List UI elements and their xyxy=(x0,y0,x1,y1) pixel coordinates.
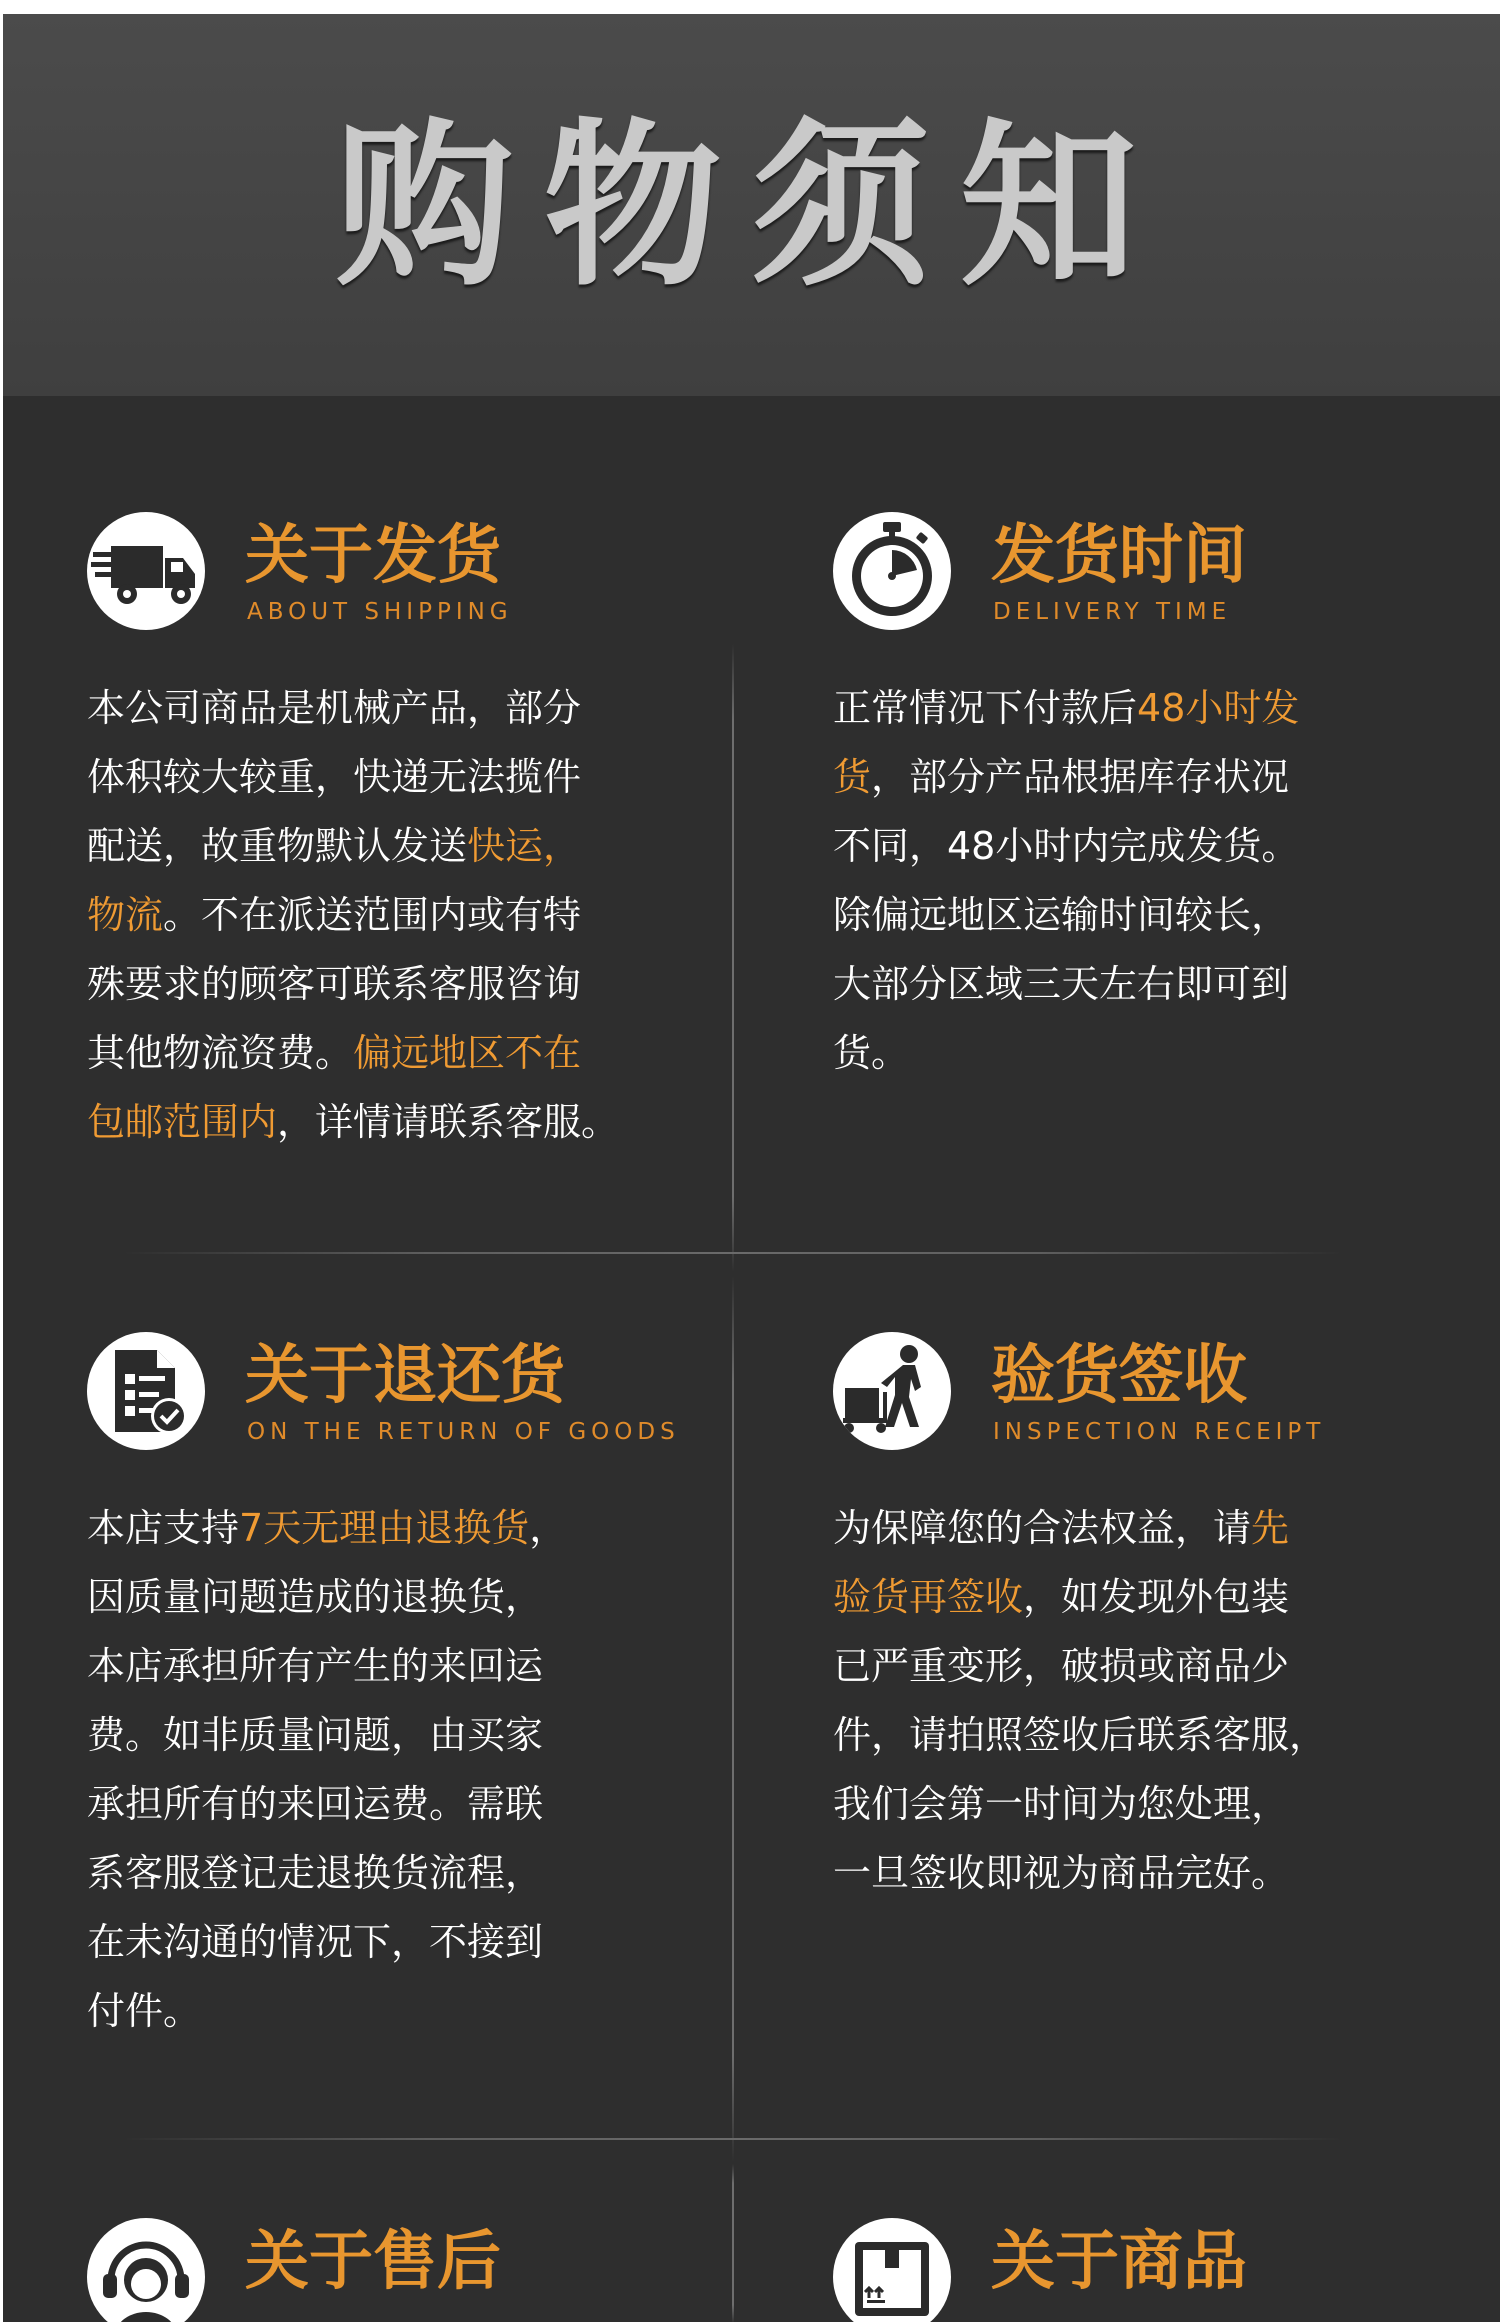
body-line xyxy=(87,881,619,950)
body-line xyxy=(87,1908,567,1977)
body-text-segment: 为保障您的合法权益，请 xyxy=(833,1506,1252,1550)
body-text-segment: 因质量问题造成的退换货， xyxy=(87,1575,544,1619)
body-text-segment: 。不在派送范围内或有特 xyxy=(163,893,582,937)
body-line xyxy=(833,674,1299,743)
body-text-segment: 付件。 xyxy=(87,1989,202,2033)
section-body xyxy=(833,1494,1327,1908)
body-line xyxy=(87,1839,567,1908)
body-line xyxy=(833,1770,1327,1839)
document-check-icon xyxy=(87,1332,205,1450)
section-title: 关于商品 xyxy=(991,2224,1247,2299)
highlight-text: 验货再签收 xyxy=(833,1575,1024,1619)
body-text-segment: 不同，48小时内完成发货。 xyxy=(833,824,1300,868)
body-text-segment: 一旦签收即视为商品完好。 xyxy=(833,1851,1290,1895)
body-line xyxy=(833,1632,1327,1701)
body-line xyxy=(833,881,1299,950)
section-body xyxy=(87,674,619,1157)
body-line xyxy=(833,1563,1327,1632)
shipping-section xyxy=(87,512,707,1212)
body-line xyxy=(87,1977,567,2046)
body-line xyxy=(87,1632,567,1701)
body-text-segment: 正常情况下付款后 xyxy=(833,686,1138,730)
column-divider xyxy=(732,1276,734,2162)
section-title: 关于退还货 xyxy=(245,1338,565,1413)
after-sales-section xyxy=(87,2218,707,2322)
row-divider xyxy=(123,1252,1343,1254)
body-line xyxy=(87,1088,619,1157)
body-line xyxy=(87,674,619,743)
body-line xyxy=(87,1494,567,1563)
highlight-text: 偏远地区不在 xyxy=(353,1031,582,1075)
body-line xyxy=(833,1019,1299,1088)
body-line xyxy=(833,1701,1327,1770)
body-line xyxy=(87,1563,567,1632)
body-text-segment: 在未沟通的情况下，不接到 xyxy=(87,1920,544,1964)
section-subtitle: INSPECTION RECEIPT xyxy=(993,1419,1326,1445)
body-line xyxy=(833,812,1299,881)
stopwatch-icon xyxy=(833,512,951,630)
body-text-segment: 殊要求的顾客可联系客服咨询 xyxy=(87,962,582,1006)
highlight-text: 货 xyxy=(833,755,872,799)
banner-title: 购物须知 xyxy=(335,101,1168,310)
column-divider xyxy=(732,2164,734,2322)
body-text-segment: 本公司商品是机械产品，部分 xyxy=(87,686,582,730)
body-text-segment: 费。如非质量问题，由买家 xyxy=(87,1713,544,1757)
body-line xyxy=(87,1701,567,1770)
section-body xyxy=(833,674,1299,1088)
body-text-segment: ，详情请联系客服。 xyxy=(277,1100,620,1144)
shopping-notice-page xyxy=(3,14,1500,2322)
body-text-segment: ，如发现外包装 xyxy=(1023,1575,1290,1619)
body-text-segment: 其他物流资费。 xyxy=(87,1031,354,1075)
body-text-segment: 大部分区域三天左右即可到 xyxy=(833,962,1290,1006)
body-text-segment: 我们会第一时间为您处理， xyxy=(833,1782,1290,1826)
highlight-text: 物流 xyxy=(87,893,164,937)
body-text-segment: 承担所有的来回运费。需联 xyxy=(87,1782,544,1826)
delivery-time-section xyxy=(833,512,1473,1212)
body-line xyxy=(87,812,619,881)
section-subtitle: DELIVERY TIME xyxy=(993,599,1232,625)
section-title: 关于发货 xyxy=(245,518,501,593)
highlight-text: 48小时发 xyxy=(1137,686,1300,730)
inspection-section xyxy=(833,1332,1483,2132)
body-line xyxy=(87,950,619,1019)
section-body xyxy=(87,1494,567,2046)
body-text-segment: 货。 xyxy=(833,1031,910,1075)
section-title: 发货时间 xyxy=(991,518,1247,593)
section-subtitle: ON THE RETURN OF GOODS xyxy=(247,1419,680,1445)
headset-agent-icon xyxy=(87,2218,205,2322)
body-line xyxy=(833,1494,1327,1563)
highlight-text: 先 xyxy=(1251,1506,1290,1550)
products-section xyxy=(833,2218,1473,2322)
body-line xyxy=(87,1019,619,1088)
body-text-segment: 体积较大较重，快递无法揽件 xyxy=(87,755,582,799)
hand-truck-icon xyxy=(833,1332,951,1450)
highlight-text: 7天无理由退换货 xyxy=(239,1506,530,1550)
highlight-text: 包邮范围内 xyxy=(87,1100,278,1144)
body-text-segment: 已严重变形，破损或商品少 xyxy=(833,1644,1290,1688)
body-text-segment: 系客服登记走退换货流程， xyxy=(87,1851,544,1895)
body-text-segment: ， xyxy=(529,1506,568,1550)
body-text-segment: 本店承担所有产生的来回运 xyxy=(87,1644,544,1688)
body-text-segment: ，部分产品根据库存状况 xyxy=(871,755,1290,799)
section-title: 验货签收 xyxy=(991,1338,1247,1413)
body-line xyxy=(833,950,1299,1019)
body-line xyxy=(833,743,1299,812)
truck-icon xyxy=(87,512,205,630)
section-subtitle: ABOUT SHIPPING xyxy=(247,599,513,625)
body-text-segment: 配送，故重物默认发送 xyxy=(87,824,468,868)
body-text-segment: 件，请拍照签收后联系客服， xyxy=(833,1713,1328,1757)
banner xyxy=(3,14,1500,396)
body-line xyxy=(833,1839,1327,1908)
package-box-icon xyxy=(833,2218,951,2322)
row-divider xyxy=(123,2138,1343,2140)
highlight-text: 快运， xyxy=(467,824,582,868)
body-line xyxy=(87,743,619,812)
section-title: 关于售后 xyxy=(245,2224,501,2299)
body-text-segment: 本店支持 xyxy=(87,1506,240,1550)
column-divider xyxy=(732,644,734,1272)
returns-section xyxy=(87,1332,707,2132)
body-text-segment: 除偏远地区运输时间较长， xyxy=(833,893,1290,937)
body-line xyxy=(87,1770,567,1839)
